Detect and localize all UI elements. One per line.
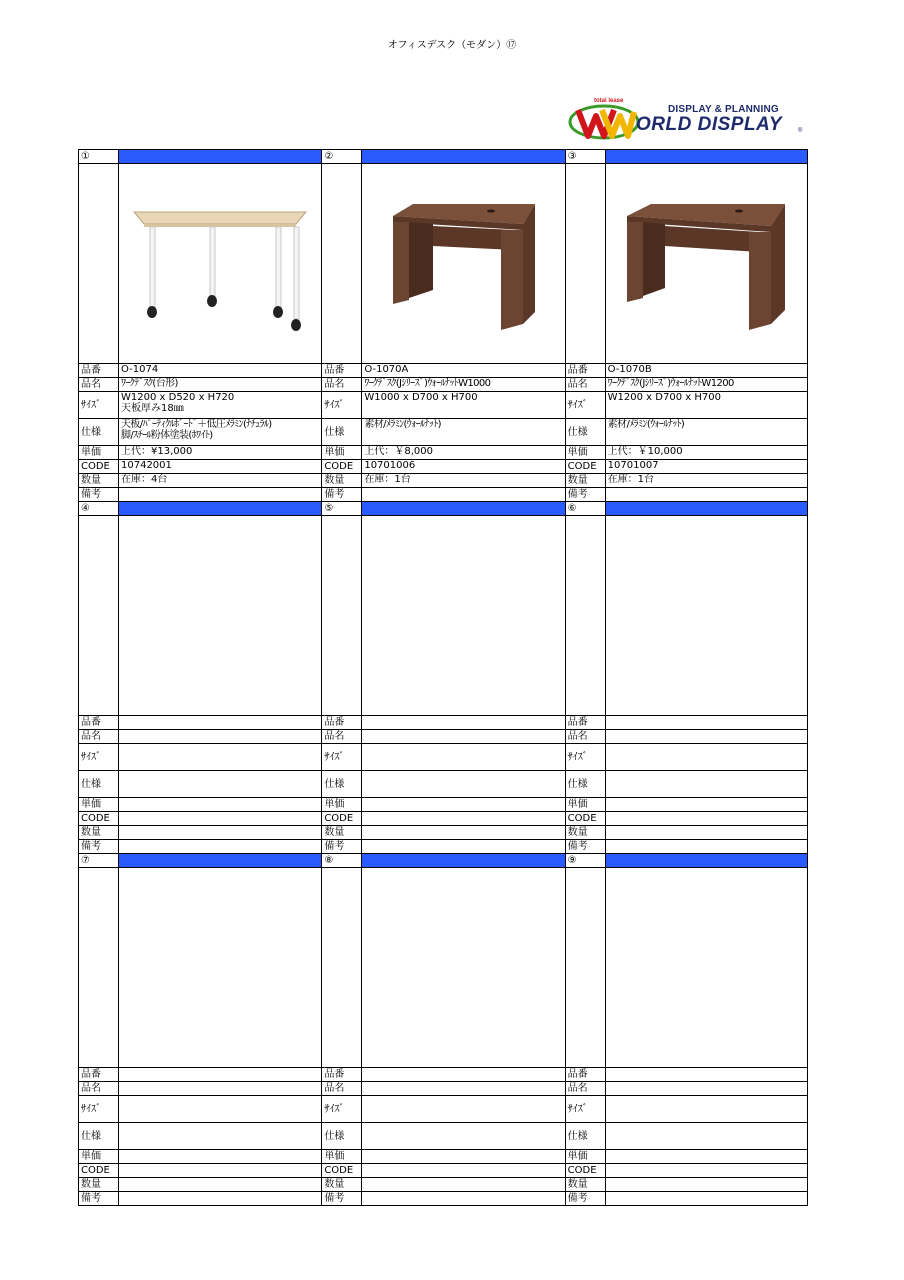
row-product-name xyxy=(565,729,808,743)
card-image-row xyxy=(321,515,564,715)
card-row xyxy=(78,501,808,853)
row-spec xyxy=(321,770,564,797)
value-product-name xyxy=(119,730,321,743)
row-code xyxy=(565,1163,808,1177)
row-quantity xyxy=(565,825,808,839)
row-price xyxy=(78,1149,321,1163)
label-quantity: 数量 xyxy=(566,1178,606,1191)
card-index: ② xyxy=(322,150,362,163)
label-note: 備考 xyxy=(322,1192,362,1205)
card-header-bar xyxy=(362,150,564,163)
world-display-logo xyxy=(568,98,810,142)
row-product-number xyxy=(565,363,808,377)
value-size-line1: W1200 x D520 x H720 xyxy=(121,392,235,403)
card-header xyxy=(321,501,564,515)
value-price xyxy=(606,798,807,811)
logo-registered-mark: ® xyxy=(798,128,803,134)
logo-tagline: total lease xyxy=(594,98,624,104)
value-size-line1: W1200 x D700 x H700 xyxy=(607,392,721,403)
row-code xyxy=(321,459,564,473)
value-note xyxy=(119,488,321,501)
label-product-number: 品番 xyxy=(322,716,362,729)
label-price: 単価 xyxy=(566,446,606,459)
product-grid xyxy=(78,149,808,1205)
row-price xyxy=(565,797,808,811)
card-index: ③ xyxy=(566,150,606,163)
value-product-number: O-1070B xyxy=(607,364,652,375)
label-note: 備考 xyxy=(566,840,606,853)
row-size xyxy=(78,391,321,418)
w-logo-icon xyxy=(568,102,640,142)
card-index: ⑧ xyxy=(322,854,362,867)
card-row xyxy=(78,853,808,1205)
card-image-gutter xyxy=(79,164,119,363)
label-product-number: 品番 xyxy=(79,716,119,729)
label-size: ｻｲｽﾞ xyxy=(79,392,119,418)
label-code: CODE xyxy=(79,460,119,473)
value-note xyxy=(119,1192,321,1205)
value-product-number: O-1074 xyxy=(121,364,159,375)
row-price xyxy=(78,797,321,811)
card-image-row xyxy=(565,163,808,363)
value-quantity xyxy=(119,1178,321,1191)
value-spec xyxy=(606,419,807,445)
card-index: ④ xyxy=(79,502,119,515)
row-code xyxy=(321,1163,564,1177)
label-spec: 仕様 xyxy=(79,419,119,445)
label-price: 単価 xyxy=(322,1150,362,1163)
product-card xyxy=(565,149,808,501)
row-price xyxy=(321,445,564,459)
card-image-gutter xyxy=(322,868,362,1067)
row-note xyxy=(321,487,564,501)
label-product-number: 品番 xyxy=(566,364,606,377)
card-image-gutter xyxy=(79,516,119,715)
card-image-row xyxy=(565,515,808,715)
row-product-number xyxy=(565,715,808,729)
row-spec xyxy=(565,418,808,445)
value-product-number xyxy=(362,1068,564,1081)
value-spec-line1: 素材/ﾒﾗﾐﾝ(ｳｫｰﾙﾅｯﾄ) xyxy=(364,419,441,430)
label-product-name: 品名 xyxy=(566,1082,606,1095)
row-spec xyxy=(565,770,808,797)
product-card xyxy=(321,501,564,853)
label-size: ｻｲｽﾞ xyxy=(79,744,119,770)
row-price xyxy=(321,797,564,811)
row-product-name xyxy=(321,1081,564,1095)
value-code: 10701007 xyxy=(607,460,659,471)
row-code xyxy=(565,811,808,825)
row-quantity xyxy=(321,473,564,487)
value-code xyxy=(606,1164,807,1177)
card-header-bar xyxy=(119,502,321,515)
label-note: 備考 xyxy=(322,488,362,501)
row-size xyxy=(78,743,321,770)
value-product-number xyxy=(606,1068,807,1081)
value-price xyxy=(606,1150,807,1163)
label-quantity: 数量 xyxy=(322,826,362,839)
product-image xyxy=(606,868,807,1067)
value-note xyxy=(119,840,321,853)
value-price: 上代：¥13,000 xyxy=(121,446,193,457)
row-price xyxy=(78,445,321,459)
product-card xyxy=(78,149,321,501)
label-product-number: 品番 xyxy=(566,1068,606,1081)
label-code: CODE xyxy=(79,1164,119,1177)
row-spec xyxy=(565,1122,808,1149)
label-price: 単価 xyxy=(566,1150,606,1163)
value-spec xyxy=(606,771,807,797)
label-note: 備考 xyxy=(79,840,119,853)
value-product-number xyxy=(606,716,807,729)
row-quantity xyxy=(321,1177,564,1191)
label-quantity: 数量 xyxy=(322,474,362,487)
value-price: 上代：￥8,000 xyxy=(364,446,433,457)
row-size xyxy=(321,1095,564,1122)
label-product-number: 品番 xyxy=(566,716,606,729)
label-note: 備考 xyxy=(566,1192,606,1205)
value-product-name xyxy=(362,1082,564,1095)
row-quantity xyxy=(78,473,321,487)
card-row xyxy=(78,149,808,501)
value-size xyxy=(119,744,321,770)
label-size: ｻｲｽﾞ xyxy=(322,1096,362,1122)
label-product-name: 品名 xyxy=(79,1082,119,1095)
card-header xyxy=(565,501,808,515)
logo-brand: ORLD DISPLAY xyxy=(636,114,783,135)
label-spec: 仕様 xyxy=(322,419,362,445)
row-code xyxy=(78,811,321,825)
label-note: 備考 xyxy=(79,1192,119,1205)
label-spec: 仕様 xyxy=(566,1123,606,1149)
product-card xyxy=(78,853,321,1205)
value-size xyxy=(606,1096,807,1122)
value-size xyxy=(362,392,564,418)
row-spec xyxy=(78,418,321,445)
product-image xyxy=(362,516,564,715)
label-code: CODE xyxy=(322,460,362,473)
row-note xyxy=(78,487,321,501)
label-product-name: 品名 xyxy=(566,378,606,391)
product-image xyxy=(119,164,321,363)
card-index: ⑥ xyxy=(566,502,606,515)
row-product-number xyxy=(321,1067,564,1081)
row-product-number xyxy=(565,1067,808,1081)
label-quantity: 数量 xyxy=(566,474,606,487)
row-code xyxy=(565,459,808,473)
value-note xyxy=(606,1192,807,1205)
value-price xyxy=(119,1150,321,1163)
row-spec xyxy=(78,770,321,797)
card-image-row xyxy=(565,867,808,1067)
row-product-name xyxy=(321,377,564,391)
label-note: 備考 xyxy=(322,840,362,853)
row-quantity xyxy=(565,473,808,487)
value-size xyxy=(119,392,321,418)
label-quantity: 数量 xyxy=(322,1178,362,1191)
row-price xyxy=(565,1149,808,1163)
row-quantity xyxy=(78,825,321,839)
value-spec xyxy=(119,1123,321,1149)
value-product-number: O-1070A xyxy=(364,364,409,375)
row-price xyxy=(321,1149,564,1163)
row-product-name xyxy=(565,377,808,391)
product-card xyxy=(321,149,564,501)
label-product-number: 品番 xyxy=(322,1068,362,1081)
row-size xyxy=(565,1095,808,1122)
row-note xyxy=(321,839,564,853)
value-size xyxy=(606,392,807,418)
row-size xyxy=(565,391,808,418)
label-note: 備考 xyxy=(79,488,119,501)
row-note xyxy=(321,1191,564,1205)
product-card xyxy=(321,853,564,1205)
value-quantity: 在庫：4台 xyxy=(121,474,168,485)
card-header-bar xyxy=(362,502,564,515)
card-image-row xyxy=(78,163,321,363)
label-price: 単価 xyxy=(322,446,362,459)
value-note xyxy=(362,1192,564,1205)
card-image-row xyxy=(78,515,321,715)
value-product-number xyxy=(119,716,321,729)
label-size: ｻｲｽﾞ xyxy=(566,1096,606,1122)
card-image-row xyxy=(321,163,564,363)
label-spec: 仕様 xyxy=(566,419,606,445)
value-product-name xyxy=(119,1082,321,1095)
row-product-number xyxy=(321,363,564,377)
label-price: 単価 xyxy=(322,798,362,811)
card-image-gutter xyxy=(322,164,362,363)
label-code: CODE xyxy=(566,460,606,473)
value-quantity xyxy=(606,1178,807,1191)
page-title: オフィスデスク（モダン）⑰ xyxy=(387,40,517,51)
label-product-name: 品名 xyxy=(79,730,119,743)
row-spec xyxy=(78,1122,321,1149)
row-price xyxy=(565,445,808,459)
label-price: 単価 xyxy=(566,798,606,811)
label-note: 備考 xyxy=(566,488,606,501)
row-product-name xyxy=(321,729,564,743)
row-note xyxy=(565,1191,808,1205)
card-image-row xyxy=(78,867,321,1067)
row-product-name xyxy=(565,1081,808,1095)
value-size xyxy=(362,744,564,770)
value-product-name: ﾜｰｸﾃﾞｽｸ(Jｼﾘｰｽﾞ)ｳｫｰﾙﾅｯﾄW1200 xyxy=(607,378,734,389)
value-spec xyxy=(606,1123,807,1149)
row-note xyxy=(78,839,321,853)
label-spec: 仕様 xyxy=(322,1123,362,1149)
value-price: 上代：￥10,000 xyxy=(607,446,683,457)
product-card xyxy=(565,501,808,853)
grid-bottom-border xyxy=(78,1205,808,1206)
row-code xyxy=(78,1163,321,1177)
label-product-number: 品番 xyxy=(79,364,119,377)
value-product-name xyxy=(362,730,564,743)
row-note xyxy=(565,839,808,853)
card-image-gutter xyxy=(566,516,606,715)
label-quantity: 数量 xyxy=(566,826,606,839)
card-index: ⑨ xyxy=(566,854,606,867)
row-product-name xyxy=(78,1081,321,1095)
label-product-name: 品名 xyxy=(322,1082,362,1095)
row-product-number xyxy=(78,1067,321,1081)
label-code: CODE xyxy=(322,1164,362,1177)
product-image xyxy=(606,164,807,363)
card-header-bar xyxy=(362,854,564,867)
value-size xyxy=(606,744,807,770)
label-product-number: 品番 xyxy=(322,364,362,377)
label-price: 単価 xyxy=(79,1150,119,1163)
product-image xyxy=(606,516,807,715)
row-quantity xyxy=(321,825,564,839)
value-quantity xyxy=(606,826,807,839)
value-product-name xyxy=(606,730,807,743)
value-note xyxy=(362,488,564,501)
value-spec xyxy=(362,1123,564,1149)
card-image-row xyxy=(321,867,564,1067)
label-size: ｻｲｽﾞ xyxy=(322,744,362,770)
value-size xyxy=(119,1096,321,1122)
value-code xyxy=(119,812,321,825)
card-image-gutter xyxy=(79,868,119,1067)
row-size xyxy=(78,1095,321,1122)
value-spec xyxy=(119,419,321,445)
value-code xyxy=(362,1164,564,1177)
label-spec: 仕様 xyxy=(322,771,362,797)
card-index: ⑦ xyxy=(79,854,119,867)
label-quantity: 数量 xyxy=(79,1178,119,1191)
label-size: ｻｲｽﾞ xyxy=(79,1096,119,1122)
row-code xyxy=(78,459,321,473)
row-note xyxy=(565,487,808,501)
card-header-bar xyxy=(119,854,321,867)
value-note xyxy=(362,840,564,853)
value-code xyxy=(362,812,564,825)
row-product-number xyxy=(78,363,321,377)
label-size: ｻｲｽﾞ xyxy=(322,392,362,418)
label-size: ｻｲｽﾞ xyxy=(566,744,606,770)
value-price xyxy=(119,798,321,811)
product-card xyxy=(565,853,808,1205)
row-size xyxy=(321,391,564,418)
row-size xyxy=(565,743,808,770)
label-product-name: 品名 xyxy=(322,378,362,391)
label-spec: 仕様 xyxy=(566,771,606,797)
card-image-gutter xyxy=(566,164,606,363)
label-code: CODE xyxy=(566,1164,606,1177)
value-price xyxy=(362,798,564,811)
card-header-bar xyxy=(119,150,321,163)
product-image xyxy=(119,516,321,715)
row-quantity xyxy=(78,1177,321,1191)
value-quantity xyxy=(362,1178,564,1191)
value-spec xyxy=(362,771,564,797)
row-quantity xyxy=(565,1177,808,1191)
label-product-name: 品名 xyxy=(79,378,119,391)
label-price: 単価 xyxy=(79,446,119,459)
value-product-number xyxy=(119,1068,321,1081)
value-code: 10742001 xyxy=(121,460,172,471)
label-quantity: 数量 xyxy=(79,474,119,487)
label-code: CODE xyxy=(322,812,362,825)
row-spec xyxy=(321,418,564,445)
value-spec-line1: 天板/ﾊﾟｰﾃｨｸﾙﾎﾞｰﾄﾞ＋低圧ﾒﾗﾐﾝ(ﾅﾁｭﾗﾙ) xyxy=(121,419,272,430)
card-header xyxy=(78,853,321,867)
value-spec xyxy=(119,771,321,797)
label-code: CODE xyxy=(79,812,119,825)
value-spec xyxy=(362,419,564,445)
value-note xyxy=(606,488,807,501)
product-image xyxy=(362,868,564,1067)
value-quantity: 在庫：1台 xyxy=(364,474,411,485)
value-code xyxy=(119,1164,321,1177)
value-quantity xyxy=(119,826,321,839)
value-price xyxy=(362,1150,564,1163)
value-product-name xyxy=(606,1082,807,1095)
label-price: 単価 xyxy=(79,798,119,811)
card-header xyxy=(565,853,808,867)
label-spec: 仕様 xyxy=(79,1123,119,1149)
row-product-number xyxy=(78,715,321,729)
value-spec-line1: 素材/ﾒﾗﾐﾝ(ｳｫｰﾙﾅｯﾄ) xyxy=(607,419,685,430)
card-header xyxy=(565,149,808,163)
product-image xyxy=(362,164,564,363)
value-size xyxy=(362,1096,564,1122)
label-product-name: 品名 xyxy=(322,730,362,743)
label-size: ｻｲｽﾞ xyxy=(566,392,606,418)
label-quantity: 数量 xyxy=(79,826,119,839)
value-size-line2: 天板厚み18㎜ xyxy=(121,403,184,414)
value-quantity xyxy=(362,826,564,839)
row-note xyxy=(78,1191,321,1205)
row-spec xyxy=(321,1122,564,1149)
row-size xyxy=(321,743,564,770)
label-product-number: 品番 xyxy=(79,1068,119,1081)
card-header xyxy=(78,501,321,515)
value-product-number xyxy=(362,716,564,729)
label-code: CODE xyxy=(566,812,606,825)
product-image xyxy=(119,868,321,1067)
value-note xyxy=(606,840,807,853)
card-header xyxy=(321,149,564,163)
card-header-bar xyxy=(606,502,807,515)
value-code: 10701006 xyxy=(364,460,416,471)
card-image-gutter xyxy=(322,516,362,715)
card-image-gutter xyxy=(566,868,606,1067)
card-header-bar xyxy=(606,854,807,867)
row-product-number xyxy=(321,715,564,729)
row-product-name xyxy=(78,729,321,743)
card-header-bar xyxy=(606,150,807,163)
label-spec: 仕様 xyxy=(79,771,119,797)
value-product-name: ﾜｰｸﾃﾞｽｸ(台形) xyxy=(121,378,178,389)
value-product-name: ﾜｰｸﾃﾞｽｸ(Jｼﾘｰｽﾞ)ｳｫｰﾙﾅｯﾄW1000 xyxy=(364,378,491,389)
card-index: ⑤ xyxy=(322,502,362,515)
card-index: ① xyxy=(79,150,119,163)
logo-subtitle: DISPLAY & PLANNING xyxy=(668,104,779,115)
value-size-line1: W1000 x D700 x H700 xyxy=(364,392,478,403)
row-code xyxy=(321,811,564,825)
row-product-name xyxy=(78,377,321,391)
value-code xyxy=(606,812,807,825)
label-product-name: 品名 xyxy=(566,730,606,743)
value-spec-line2: 脚/ｽﾁｰﾙ粉体塗装(ﾎﾜｲﾄ) xyxy=(121,430,213,441)
card-header xyxy=(78,149,321,163)
card-header xyxy=(321,853,564,867)
value-quantity: 在庫：1台 xyxy=(607,474,655,485)
product-card xyxy=(78,501,321,853)
